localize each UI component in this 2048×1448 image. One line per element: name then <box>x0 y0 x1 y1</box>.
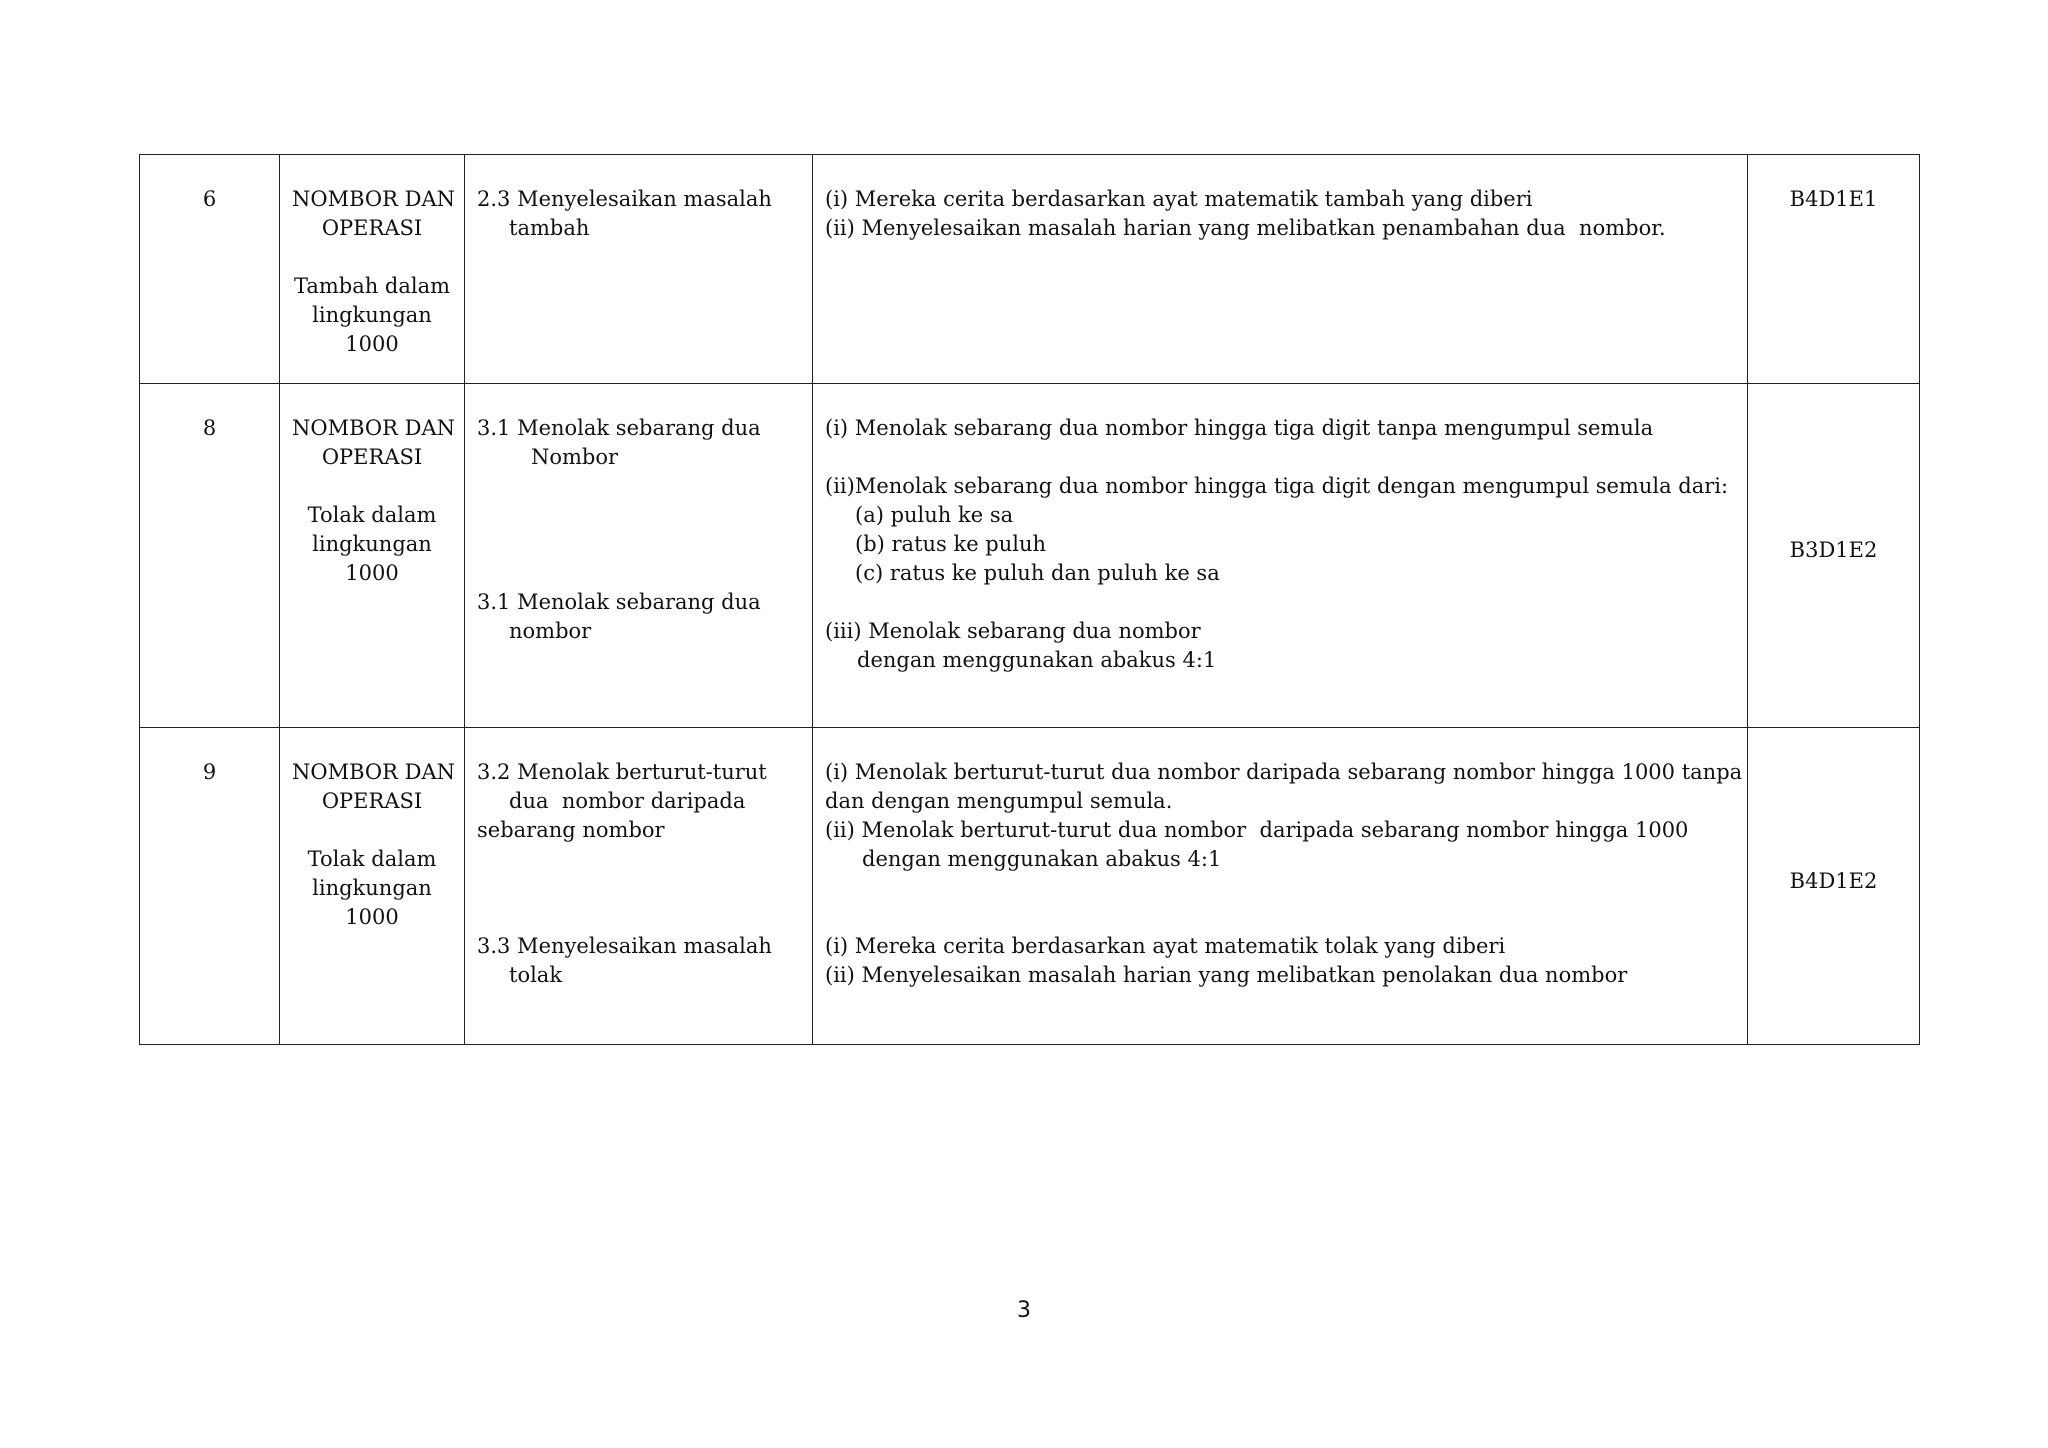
area-subtopic: Tolak dalam <box>307 847 437 871</box>
objective-text: dan dengan mengumpul semula. <box>825 789 1173 813</box>
area-subtopic: 1000 <box>345 332 399 356</box>
standard-text: 3.3 Menyelesaikan masalah <box>477 934 772 958</box>
area-title: OPERASI <box>321 789 423 813</box>
area-title: OPERASI <box>321 445 423 469</box>
objective-subitem: (b) ratus ke puluh <box>855 532 1047 556</box>
objective-text: (i) Menolak berturut-turut dua nombor daripada sebarang nombor hingga 1000 tanpa <box>825 760 1743 784</box>
spacer <box>825 443 1735 472</box>
area-spacer <box>292 472 452 501</box>
topic-area-cell <box>280 728 465 1045</box>
standard-text: Nombor <box>531 445 619 469</box>
standard-text: 3.2 Menolak berturut-turut <box>477 760 767 784</box>
area-subtopic: Tolak dalam <box>307 503 437 527</box>
learning-standard-cell <box>465 728 813 1045</box>
objective-text: dengan menggunakan abakus 4:1 <box>862 847 1222 871</box>
spacer <box>477 903 800 932</box>
table-row <box>140 384 1920 728</box>
standard-text: 3.1 Menolak sebarang dua <box>477 590 761 614</box>
objective-subitem: (a) puluh ke sa <box>855 503 1014 527</box>
spacer <box>477 501 800 559</box>
area-title: NOMBOR DAN <box>292 416 455 440</box>
area-title: NOMBOR DAN <box>292 760 455 784</box>
area-spacer <box>292 243 452 272</box>
area-subtopic: lingkungan <box>312 876 432 900</box>
standard-text: nombor <box>509 619 592 643</box>
page-number: 3 <box>1017 1298 1031 1323</box>
objectives-cell <box>813 384 1748 728</box>
area-subtopic: Tambah dalam <box>293 274 451 298</box>
objective-subitem: (c) ratus ke puluh dan puluh ke sa <box>855 561 1220 585</box>
spacer <box>477 845 800 903</box>
objective-text: (ii) Menolak berturut-turut dua nombor daripada sebarang nombor hingga 1000 <box>825 818 1689 842</box>
band-code-cell <box>1748 728 1920 1045</box>
objective-text: (ii)Menolak sebarang dua nombor hingga tiga digit dengan mengumpul semula dari: <box>825 474 1729 498</box>
area-title: NOMBOR DAN <box>292 187 455 211</box>
band-code-cell <box>1748 384 1920 728</box>
objective-text: (i) Mereka cerita berdasarkan ayat matematik tolak yang diberi <box>825 934 1506 958</box>
table-row <box>140 728 1920 1045</box>
objective-text: dengan menggunakan abakus 4:1 <box>857 648 1217 672</box>
objective-text: (iii) Menolak sebarang dua nombor <box>825 619 1201 643</box>
area-subtopic: lingkungan <box>312 532 432 556</box>
table-row <box>140 155 1920 384</box>
week-number: 8 <box>202 416 217 440</box>
objective-text: (ii) Menyelesaikan masalah harian yang melibatkan penolakan dua nombor <box>825 963 1628 987</box>
topic-area-cell <box>280 155 465 384</box>
standard-text: 2.3 Menyelesaikan masalah <box>477 187 772 211</box>
band-code: B4D1E2 <box>1789 868 1878 893</box>
lesson-plan-table <box>139 154 1920 1045</box>
standard-text: tolak <box>509 963 563 987</box>
area-title: OPERASI <box>321 216 423 240</box>
objective-text: (i) Menolak sebarang dua nombor hingga tiga digit tanpa mengumpul semula <box>825 416 1654 440</box>
learning-standard-cell <box>465 384 813 728</box>
standard-text: tambah <box>509 216 590 240</box>
band-code-cell <box>1748 155 1920 384</box>
spacer <box>477 559 800 588</box>
spacer <box>825 588 1735 617</box>
topic-area-cell <box>280 384 465 728</box>
week-number: 6 <box>202 187 217 211</box>
area-subtopic: 1000 <box>345 561 399 585</box>
week-cell <box>140 728 280 1045</box>
learning-standard-cell <box>465 155 813 384</box>
area-subtopic: lingkungan <box>312 303 432 327</box>
spacer <box>825 874 1735 932</box>
standard-text: 3.1 Menolak sebarang dua <box>477 416 761 440</box>
spacer <box>477 472 800 501</box>
objectives-cell <box>813 728 1748 1045</box>
band-code: B3D1E2 <box>1789 538 1878 562</box>
objective-text: (i) Mereka cerita berdasarkan ayat matematik tambah yang diberi <box>825 187 1533 211</box>
area-subtopic: 1000 <box>345 905 399 929</box>
week-cell <box>140 384 280 728</box>
objective-text: (ii) Menyelesaikan masalah harian yang melibatkan penambahan dua nombor. <box>825 216 1666 240</box>
band-code: B4D1E1 <box>1789 187 1878 211</box>
area-spacer <box>292 816 452 845</box>
standard-text: dua nombor daripada <box>509 789 746 813</box>
standard-text: sebarang nombor <box>477 818 665 842</box>
week-cell <box>140 155 280 384</box>
objectives-cell <box>813 155 1748 384</box>
week-number: 9 <box>202 760 217 784</box>
